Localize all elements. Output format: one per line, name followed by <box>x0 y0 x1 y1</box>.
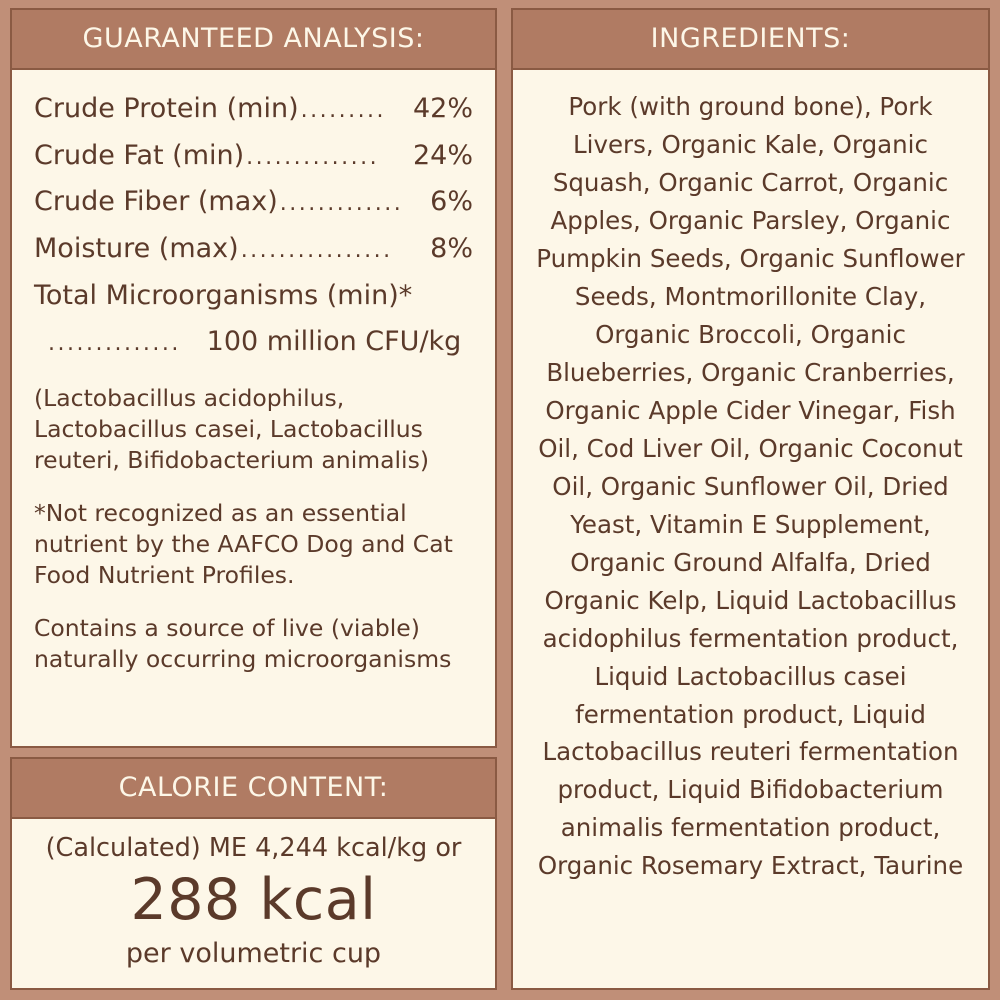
left-column <box>10 8 497 990</box>
leader-dots: .............. <box>246 144 380 170</box>
nutrient-label: Crude Protein (min) <box>34 93 299 124</box>
microorganisms-continuation <box>34 320 473 363</box>
calorie-content-body <box>12 819 495 988</box>
nutrient-value: 24% <box>412 139 473 171</box>
ingredients-list: Pork (with ground bone), Pork Livers, Organic Kale, Organic Squash, Organic Carrot, Organic Apples, Organic Parsley, Organic Pumpkin Seeds, Organic Sunflower Seeds, Montmorillonite Clay, Organic Broccoli, Organic Blueberries, Organic Cranberries, Organic Apple Cider Vinegar, Fish Oil, Cod Liver Oil, Organic Coconut Oil, Organic Sunflower Oil, Dried Yeast, Vitamin E Supplement, Organic Ground Alfalfa, Dried Organic Kelp, Liquid Lactobacillus acidophilus fermentation product, Liquid Lactobacillus casei fermentation product, Liquid Lactobacillus reuteri fermentation product, Liquid Bifidobacterium animalis fermentation product, Organic Rosemary Extract, Taurine <box>536 92 965 881</box>
table-row <box>34 133 473 180</box>
guaranteed-analysis-title: GUARANTEED ANALYSIS: <box>12 10 495 70</box>
nutrient-label: Moisture (max) <box>34 233 239 265</box>
cultures-note: (Lactobacillus acidophilus, Lactobacillus casei, Lactobacillus reuteri, Bifidobacterium animalis) <box>34 383 429 474</box>
calorie-per-cup-label: per volumetric cup <box>125 937 382 969</box>
ingredients-title: INGREDIENTS: <box>513 10 988 70</box>
right-column <box>511 8 990 990</box>
calorie-content-title: CALORIE CONTENT: <box>12 759 495 819</box>
leader-dots: ......... <box>300 98 387 123</box>
nutrient-value: 42% <box>412 93 473 124</box>
table-row <box>34 226 473 273</box>
ingredients-panel <box>511 8 990 990</box>
calorie-per-cup-value: 288 kcal <box>130 867 377 934</box>
table-row <box>34 179 473 226</box>
live-microorganisms-note: Contains a source of live (viable) naturally occurring microorganisms <box>34 613 452 673</box>
leader-dots: .............. <box>48 330 181 356</box>
nutrient-label: Total Microorganisms (min)* <box>34 279 413 311</box>
ingredients-body <box>513 70 988 988</box>
guaranteed-analysis-panel <box>10 8 497 748</box>
calorie-content-panel <box>10 757 497 990</box>
nutrient-value: 8% <box>430 233 473 265</box>
guaranteed-analysis-list <box>34 86 473 320</box>
table-row <box>34 86 473 133</box>
leader-dots: ................ <box>240 238 393 264</box>
nutrient-value: 6% <box>430 186 473 218</box>
aafco-footnote: *Not recognized as an essential nutrient by the AAFCO Dog and Cat Food Nutrient Profiles. <box>34 498 453 589</box>
table-row <box>34 273 473 320</box>
nutrient-label: Crude Fat (min) <box>34 139 245 171</box>
guaranteed-analysis-body <box>12 70 495 746</box>
nutrient-label: Crude Fiber (max) <box>34 186 278 218</box>
leader-dots: ............. <box>279 191 404 217</box>
calorie-per-kg: (Calculated) ME 4,244 kcal/kg or <box>45 832 462 863</box>
microorganisms-value: 100 million CFU/kg <box>206 325 462 357</box>
